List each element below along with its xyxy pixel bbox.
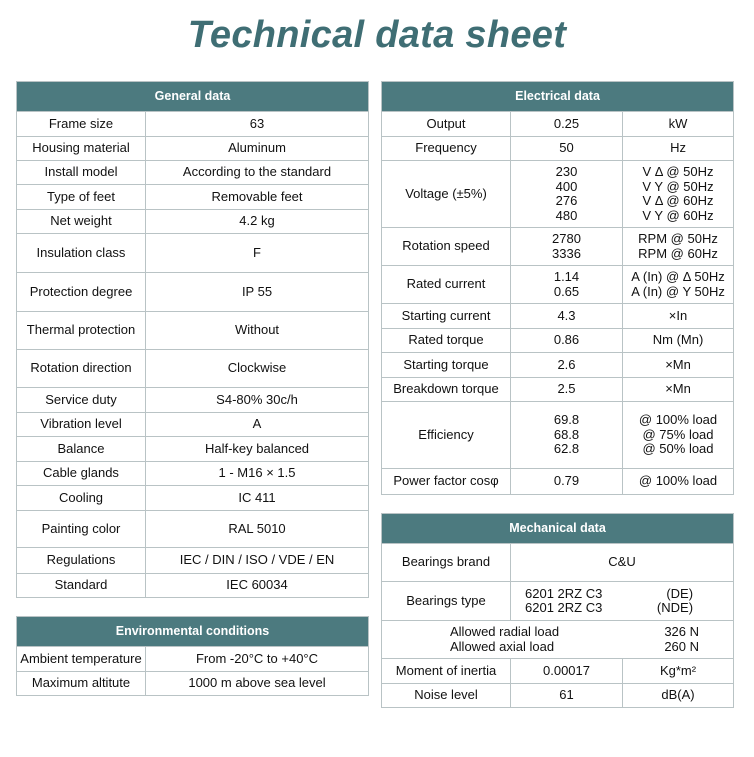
row-value: 6201 2RZ C3 [525,600,603,615]
row-value: IC 411 [146,486,369,511]
row-unit: dB(A) [623,684,734,708]
row-label: Insulation class [17,234,146,273]
row-unit: @ 100% load [623,469,734,495]
row-label: Standard [17,574,146,598]
row-value: Half-key balanced [146,437,369,462]
row-unit: V Y @ 60Hz [642,207,714,223]
row-unit: ×Mn [623,378,734,402]
row-label: Rotation direction [17,350,146,388]
row-value: 0.79 [511,469,623,495]
row-value: 61 [511,684,623,708]
row-value: 0.86 [511,329,623,353]
row-unit: @ 50% load [642,441,714,457]
row-label: Thermal protection [17,312,146,350]
row-value: IEC / DIN / ISO / VDE / EN [146,548,369,574]
row-unit: ×Mn [623,353,734,378]
row-label: Vibration level [17,413,146,437]
row-value: 260 N [664,638,700,654]
row-value: F [146,234,369,273]
row-unit: RPM @ 60Hz [638,245,718,261]
row-values [511,228,623,266]
row-label: Rated torque [382,329,511,353]
row-value: 50 [511,137,623,161]
row-label: Output [382,112,511,137]
row-label: Allowed axial load [450,638,555,654]
row-unit: @ 100% load [638,412,718,428]
row-value: C&U [511,544,734,582]
row-value: 68.8 [553,426,580,442]
row-value: 2.6 [511,353,623,378]
general-data-table [16,81,369,598]
row-label: Regulations [17,548,146,574]
row-values [511,402,623,469]
electrical-data-table [381,81,734,495]
row-value: 0.00017 [511,659,623,684]
row-label: Net weight [17,210,146,234]
row-unit: V Δ @ 60Hz [642,193,714,208]
row-unit: RPM @ 50Hz [638,231,718,246]
row-units [623,161,734,228]
row-value: 2.5 [511,378,623,402]
row-value: A [146,413,369,437]
row-unit: @ 75% load [642,426,714,442]
row-label: Breakdown torque [382,378,511,402]
row-value: 0.65 [553,283,580,299]
row-label: Housing material [17,137,146,161]
row-label: Install model [17,161,146,185]
row-value: 1000 m above sea level [146,672,369,696]
row-label: Balance [17,437,146,462]
row-value: From -20°C to +40°C [146,647,369,672]
page-title: Technical data sheet [187,14,567,56]
row-label: Starting torque [382,353,511,378]
row-value: 2780 [552,231,581,246]
row-label: Rotation speed [382,228,511,266]
row-unit: V Δ @ 50Hz [642,164,714,179]
row-value: 400 [555,178,578,194]
environmental-header: Environmental conditions [17,617,369,647]
row-value: IP 55 [146,273,369,312]
row-units [623,402,734,469]
environmental-table [16,616,369,696]
row-value: 3336 [552,245,581,261]
row-label: Voltage (±5%) [382,161,511,228]
row-value: 480 [555,207,578,223]
row-values [511,266,623,304]
row-unit: Hz [623,137,734,161]
row-label: Protection degree [17,273,146,312]
row-value: 4.2 kg [146,210,369,234]
row-label: Cable glands [17,462,146,486]
row-unit: (DE) [666,585,694,601]
row-value: 0.25 [511,112,623,137]
row-label: Power factor cosφ [382,469,511,495]
row-value: According to the standard [146,161,369,185]
row-units [623,228,734,266]
row-label: Cooling [17,486,146,511]
row-value: Removable feet [146,185,369,210]
row-value: 326 N [664,624,700,639]
row-label: Allowed radial load [450,624,560,639]
row-value: 276 [555,193,578,208]
row-label: Moment of inertia [382,659,511,684]
row-value: RAL 5010 [146,511,369,548]
mechanical-data-header: Mechanical data [382,514,734,544]
row-unit: ×In [623,304,734,329]
row-value: Without [146,312,369,350]
row-value: 1 - M16 × 1.5 [146,462,369,486]
row-value: 1.14 [553,269,580,284]
row-label: Bearings brand [382,544,511,582]
row-label: Bearings type [382,582,511,621]
row-value: S4-80% 30c/h [146,388,369,413]
row-value: 230 [555,164,578,179]
row-value: 4.3 [511,304,623,329]
row-label: Frequency [382,137,511,161]
row-unit: Nm (Mn) [623,329,734,353]
row-label: Painting color [17,511,146,548]
row-unit: Kg*m² [623,659,734,684]
row-value: 62.8 [553,441,580,457]
row-value: 69.8 [553,412,580,428]
row-unit: V Y @ 50Hz [642,178,714,194]
row-label: Efficiency [382,402,511,469]
row-unit: kW [623,112,734,137]
mechanical-data-table [381,513,734,708]
electrical-data-header: Electrical data [382,82,734,112]
row-value: Clockwise [146,350,369,388]
row-label: Type of feet [17,185,146,210]
row-unit: (NDE) [656,600,694,615]
row-label: Service duty [17,388,146,413]
row-label: Ambient temperature [17,647,146,672]
row-units [623,266,734,304]
row-value: IEC 60034 [146,574,369,598]
row-label: Rated current [382,266,511,304]
row-value: 6201 2RZ C3 [525,585,603,601]
row-values [511,161,623,228]
row-label: Frame size [17,112,146,137]
row-label: Starting current [382,304,511,329]
row-unit: A (In) @ Δ 50Hz [631,269,725,284]
row-value: Aluminum [146,137,369,161]
general-data-header: General data [17,82,369,112]
load-values [382,621,734,659]
row-unit: A (In) @ Y 50Hz [631,283,725,299]
row-values [511,582,734,621]
row-label: Maximum altitute [17,672,146,696]
row-value: 63 [146,112,369,137]
row-label: Noise level [382,684,511,708]
